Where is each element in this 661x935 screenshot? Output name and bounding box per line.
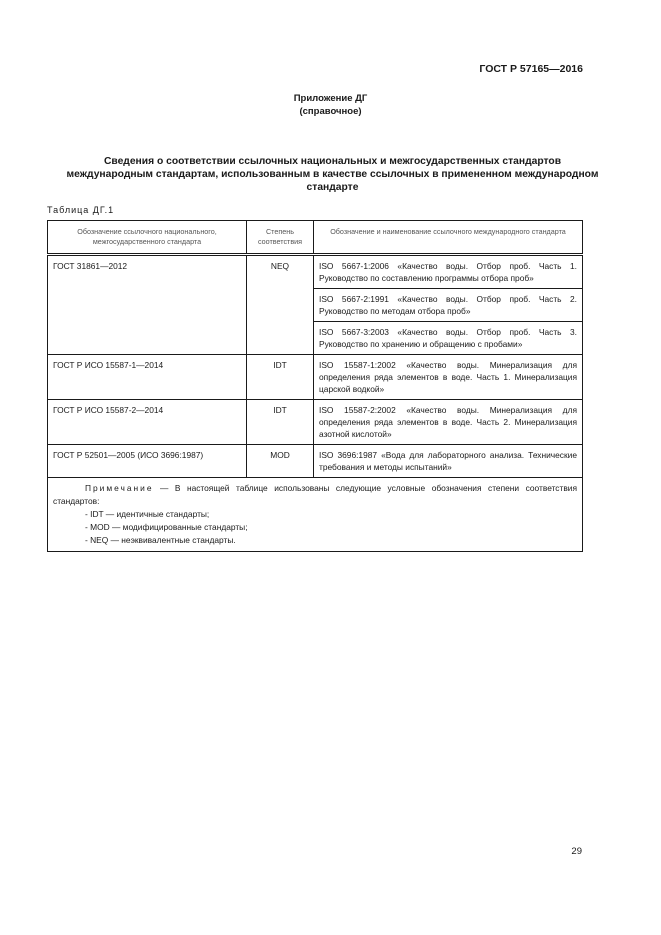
table-label: Таблица ДГ.1 — [47, 205, 115, 215]
section-title: Сведения о соответствии ссылочных национальных и межгосударственных стандартов международным стандартам, использованным в качестве ссылочных в примененном международном стандарте — [66, 156, 599, 193]
intl-standard: ISO 5667-3:2003 «Качество воды. Отбор проб. Часть 3. Руководство по хранению и обращению с пробами» — [314, 322, 583, 355]
document-code: ГОСТ Р 57165—2016 — [479, 63, 583, 75]
note-item: - IDT — идентичные стандарты; — [85, 509, 210, 519]
intl-standard: ISO 3696:1987 «Вода для лабораторного анализа. Технические требования и методы испытаний» — [314, 445, 583, 478]
national-standard: ГОСТ Р 52501—2005 (ИСО 3696:1987) — [48, 445, 247, 478]
note-row — [48, 478, 583, 552]
note-lead — [53, 482, 577, 508]
table-note — [48, 478, 583, 552]
table-row — [48, 445, 583, 478]
degree-cell: NEQ — [247, 255, 314, 355]
note-label: Примечание — [85, 483, 154, 493]
table-header-row — [48, 221, 583, 255]
annex-subtitle: (справочное) — [299, 106, 362, 117]
note-item: - NEQ — неэквивалентные стандарты. — [85, 535, 236, 545]
note-item: - MOD — модифицированные стандарты; — [85, 522, 248, 532]
national-standard: ГОСТ 31861—2012 — [48, 255, 247, 355]
intl-standard: ISO 5667-1:2006 «Качество воды. Отбор проб. Часть 1. Руководство по составлению программы отбора проб» — [314, 255, 583, 289]
intl-standard: ISO 5667-2:1991 «Качество воды. Отбор проб. Часть 2. Руководство по методам отбора проб» — [314, 289, 583, 322]
table-row — [48, 400, 583, 445]
note-text: — В настоящей таблице использованы следующие условные обозначения степени соответствия стандартов: — [53, 483, 577, 506]
header-national: Обозначение ссылочного национального, межгосударственного стандарта — [48, 221, 247, 255]
annex-heading — [0, 92, 661, 118]
degree-cell: MOD — [247, 445, 314, 478]
page-number: 29 — [571, 846, 582, 857]
header-degree: Степень соответствия — [247, 221, 314, 255]
intl-standard: ISO 15587-1:2002 «Качество воды. Минерализация для определения ряда элементов в воде. Часть 1. Минерализация царской водкой» — [314, 355, 583, 400]
correspondence-table — [47, 220, 583, 552]
intl-standard: ISO 15587-2:2002 «Качество воды. Минерализация для определения ряда элементов в воде. Часть 2. Минерализация азотной кислотой» — [314, 400, 583, 445]
table-row — [48, 255, 583, 289]
national-standard: ГОСТ Р ИСО 15587-2—2014 — [48, 400, 247, 445]
national-standard: ГОСТ Р ИСО 15587-1—2014 — [48, 355, 247, 400]
header-intl: Обозначение и наименование ссылочного международного стандарта — [314, 221, 583, 255]
annex-title: Приложение ДГ — [293, 93, 368, 104]
degree-cell: IDT — [247, 400, 314, 445]
degree-cell: IDT — [247, 355, 314, 400]
table-row — [48, 355, 583, 400]
